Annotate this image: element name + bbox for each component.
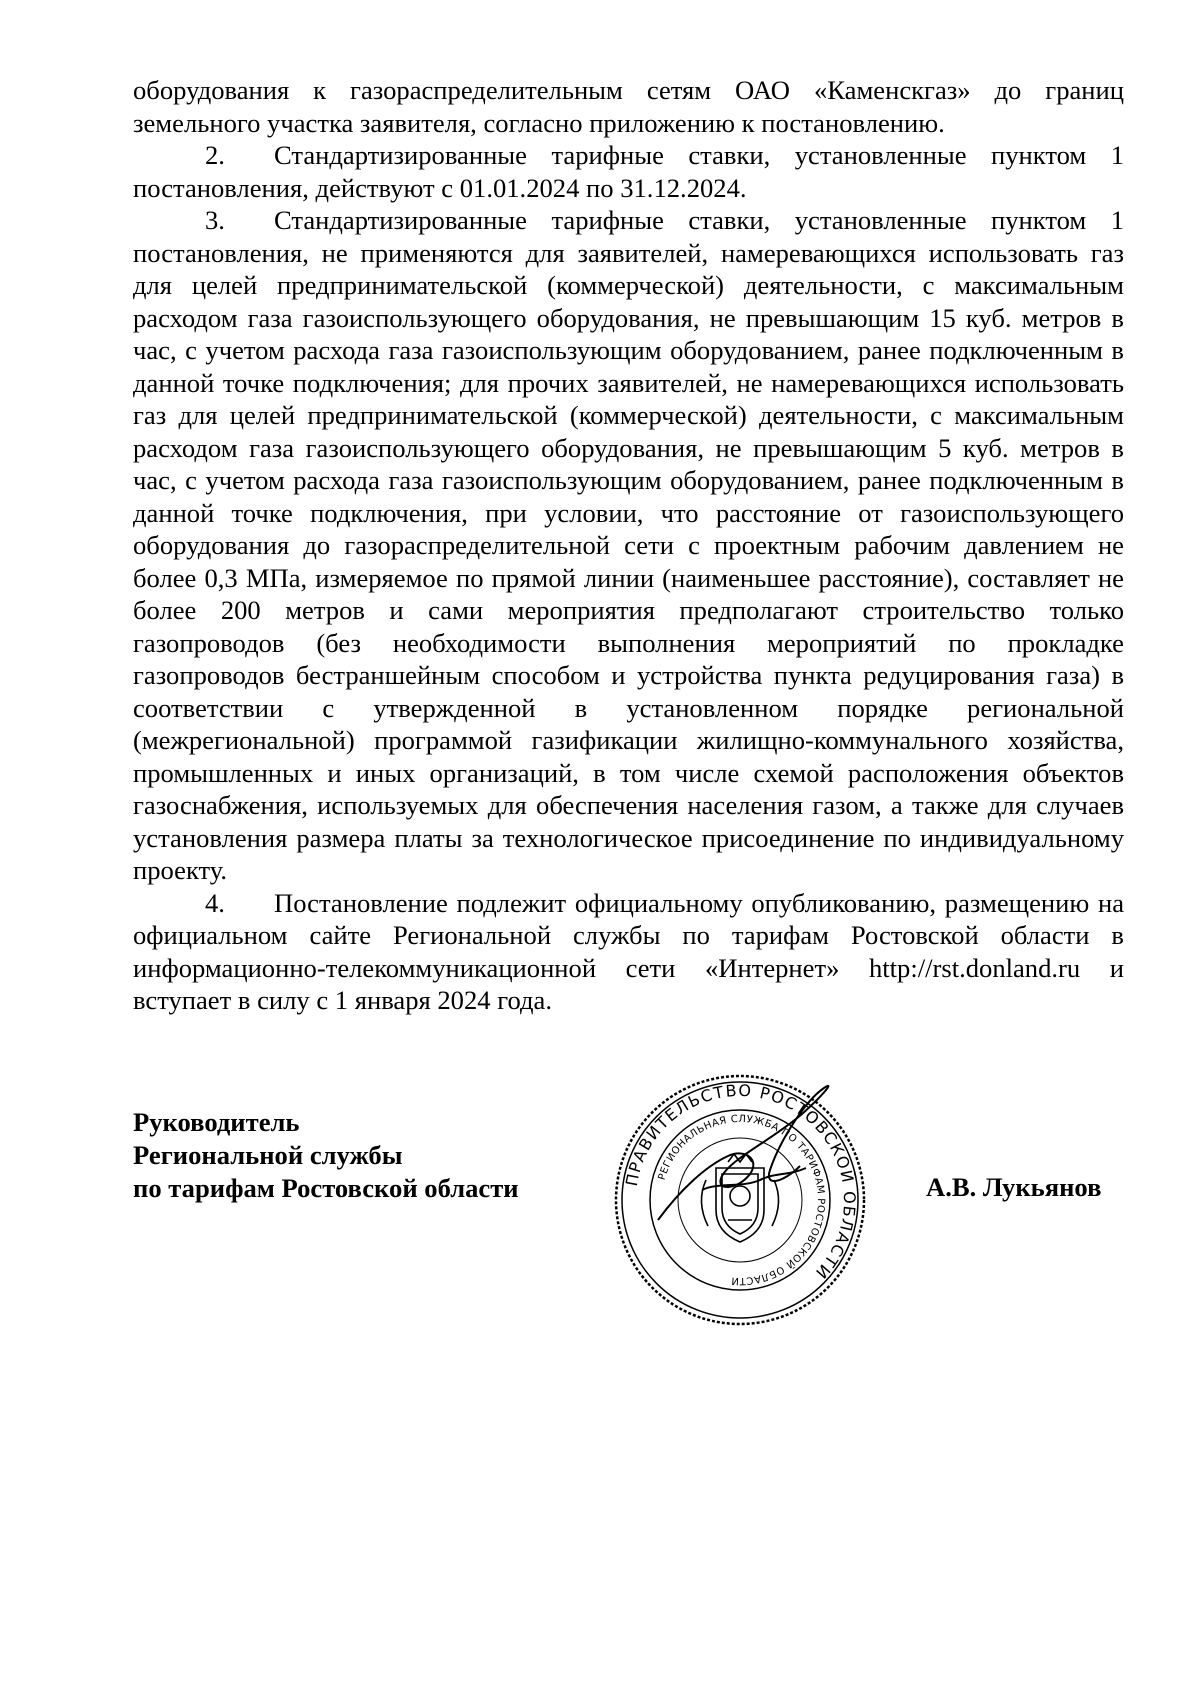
paragraph-number: 3. [205,205,225,235]
seal-outer-ring [616,1076,864,1324]
paragraph-text: Постановление подлежит официальному опубликованию, размещению на официальном сайте Региональной службы по тарифам Ростовской области в информационно-телекоммуникационной сети «Интернет» http://rst.donland.ru и вступает в силу с 1 января 2024 года. [133,887,1124,1015]
paragraph-text: оборудования к газораспределительным сетям ОАО «Каменскгаз» до границ земельного участка заявителя, согласно приложению к постановлению. [133,75,1124,138]
signatory-name: А.В. Лукьянов [926,1172,1102,1202]
paragraph-text: Стандартизированные тарифные ставки, установленные пунктом 1 постановления, действуют с 01.01.2024 по 31.12.2024. [133,140,1124,203]
signatory-title-line: Региональной службы [133,1140,403,1170]
signatory-title-line: Руководитель [133,1107,300,1137]
paragraph-4 [133,887,1124,1017]
paragraph-text: Стандартизированные тарифные ставки, установленные пунктом 1 постановления, не применяются для заявителей, намеревающихся использовать газ для целей предпринимательской (коммерческой) деятельности, с максимальным расходом газа газоиспользующего оборудования, не превышающим 15 куб. метров в час, с учетом расхода газа газоиспользующим оборудованием, ранее подключенным в данной точке подключения; для прочих заявителей, не намеревающихся использовать газ для целей предпринимательской (коммерческой) деятельности, с максимальным расходом газа газоиспользующего оборудования, не превышающим 5 куб. метров в час, с учетом расхода газа газоиспользующим оборудованием, ранее подключенным в данной точке подключения, при условии, что расстояние от газоиспользующего оборудования до газораспределительной сети с проектным рабочим давлением не более 0,3 МПа, измеряемое по прямой линии (наименьшее расстояние), составляет не более 200 метров и сами мероприятия предполагают строительство только газопроводов (без необходимости выполнения мероприятий по прокладке газопроводов бестраншейным способом и устройства пункта редуцирования газа) в соответствии с утвержденной в установленном порядке региональной (межрегиональной) программой газификации жилищно-коммунального хозяйства, промышленных и иных организаций, в том числе схемой расположения объектов газоснабжения, используемых для обеспечения населения газом, а также для случаев установления размера платы за технологическое присоединение по индивидуальному проекту. [133,205,1124,885]
signatory-title-line: по тарифам Ростовской области [133,1173,519,1203]
paragraph-2 [133,139,1124,204]
paragraph-continuation [133,74,1124,139]
signatory-title [133,1106,519,1205]
seal-outer-text: ПРАВИТЕЛЬСТВО РОСТОВСКОЙ ОБЛАСТИ [621,1080,860,1284]
seal-core-ring [678,1138,802,1262]
document-body [133,74,1124,1017]
paragraph-number: 4. [205,887,225,918]
seal-inner-text: РЕГИОНАЛЬНАЯ СЛУЖБА ПО ТАРИФАМ РОСТОВСКОЙ ОБЛАСТИ [656,1113,827,1287]
seal-inner-ring [650,1110,830,1290]
official-seal-stamp [610,1070,870,1330]
paragraph-3 [133,204,1124,887]
paragraph-number: 2. [205,140,225,170]
coat-of-arms-icon [701,1154,778,1242]
